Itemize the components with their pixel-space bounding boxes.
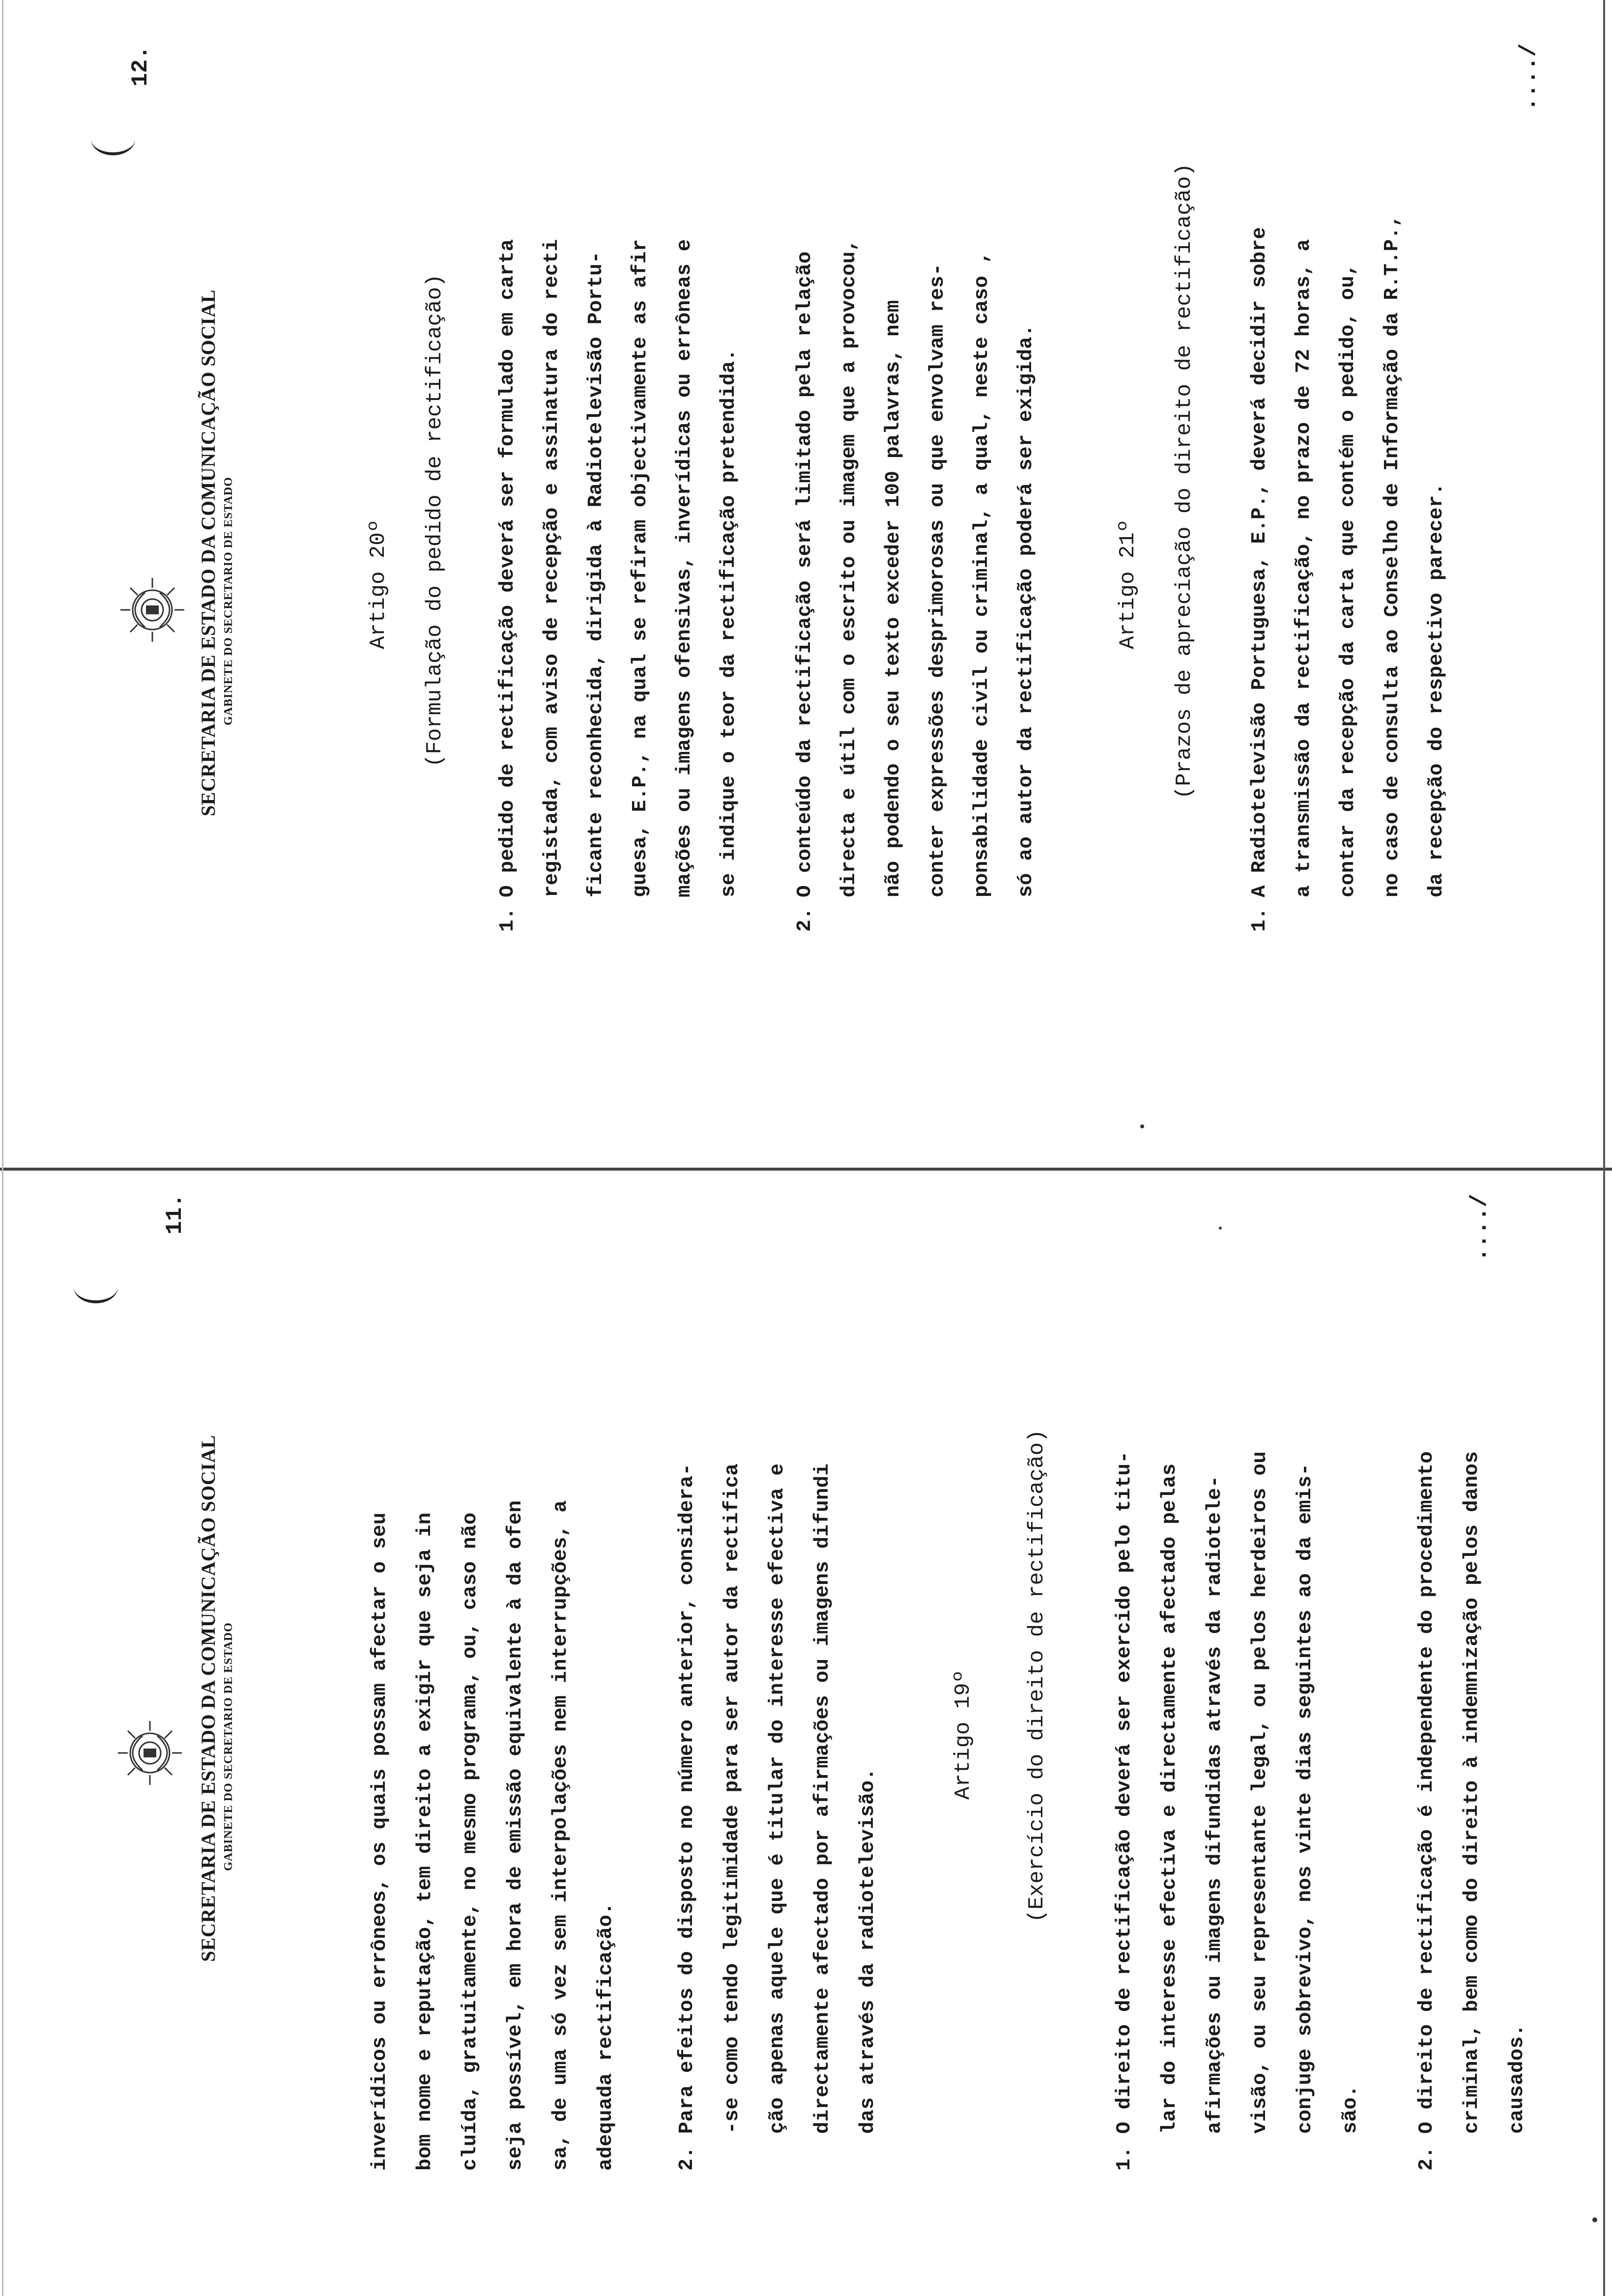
- text-line: -se como tendo legitimidade para ser autor da rectifica: [721, 1463, 744, 2134]
- item-number: 2.: [1415, 2146, 1438, 2171]
- ministry-name: SECRETARIA DE ESTADO DA COMUNICAÇÃO SOCIAL: [197, 289, 219, 816]
- text-line: guesa, E.P., na qual se refiram objectivamente as afir: [629, 239, 652, 897]
- coat-of-arms-icon: [115, 573, 189, 647]
- coat-of-arms-icon: [113, 1716, 187, 1790]
- item-number: 2.: [676, 2146, 698, 2171]
- text-line: não podendo o seu texto exceder 100 palavras, nem: [882, 300, 905, 897]
- text-line: inverídicos ou errôneos, os quais possam afectar o seu: [369, 1512, 391, 2171]
- text-line: da recepção do respectivo parecer.: [1425, 483, 1448, 897]
- text-line: A Radiotelevisão Portuguesa, E.P., deverá decidir sobre: [1248, 227, 1271, 897]
- text-line: sa, de uma só vez sem interpolações nem interrupções, a: [549, 1500, 572, 2171]
- item-number: 2.: [794, 907, 816, 932]
- ministry-name: SECRETARIA DE ESTADO DA COMUNICAÇÃO SOCIAL: [197, 1435, 219, 1962]
- text-line: afirmações ou imagens difundidas através da radiotele-: [1204, 1475, 1226, 2134]
- text-line: causados.: [1506, 2024, 1528, 2134]
- item-number: 1.: [496, 907, 519, 932]
- item-number: 1.: [1113, 2146, 1136, 2171]
- text-line: adequada rectificação.: [595, 1902, 617, 2171]
- text-line: se indique o teor da rectificação pretendida.: [718, 348, 740, 897]
- text-line: directamente afectado por afirmações ou imagens difundi: [811, 1463, 834, 2134]
- text-line: visão, ou seu representante legal, ou pelos herdeiros ou: [1249, 1451, 1271, 2134]
- text-line: cluída, gratuitamente, no mesmo programa, ou, caso não: [459, 1512, 482, 2171]
- text-line: O direito de rectificação deverá ser exercido pelo titu-: [1113, 1451, 1136, 2134]
- article-subtitle: (Exercício do direito de rectificação): [1025, 1429, 1049, 1923]
- text-line: mações ou imagens ofensivas, inverídicas ou errôneas e: [673, 239, 696, 897]
- punch-hole-mark: [91, 123, 135, 155]
- text-line: contar da recepção da carta que contém o pedido, ou,: [1337, 263, 1359, 897]
- text-line: conter expressões desprimorosas ou que envolvam res-: [926, 263, 949, 897]
- text-line: O pedido de rectificação deverá ser formulado em carta: [496, 239, 519, 897]
- text-line: conjuge sobrevivo, nos vinte dias seguintes ao da emis-: [1294, 1463, 1317, 2134]
- text-line: só ao autor da rectificação poderá ser exigida.: [1015, 324, 1037, 897]
- cabinet-name: GABINETE DO SECRETARIO DE ESTADO: [222, 1622, 235, 1871]
- text-line: ficante reconhecida, dirigida à Radiotelevisão Portu-: [585, 251, 607, 897]
- item-number: 1.: [1248, 907, 1271, 932]
- text-line: directa e útil com o escrito ou imagem que a provocou,: [838, 239, 861, 897]
- punch-hole-mark: [74, 1271, 118, 1303]
- text-line: ção apenas aquele que é titular do interesse efectiva e: [766, 1463, 789, 2134]
- scan-speck: [1219, 1227, 1222, 1230]
- text-line: lar do interesse efectiva e directamente afectado pelas: [1158, 1463, 1181, 2134]
- article-title: Artigo 20º: [366, 519, 391, 649]
- scan-speck: [1592, 2217, 1597, 2222]
- text-line: a transmissão da rectificação, no prazo de 72 horas, a: [1293, 239, 1315, 897]
- page-11: [0, 1148, 1612, 2296]
- page-number: 11.: [162, 1194, 188, 1234]
- article-title: Artigo 21º: [1116, 519, 1140, 649]
- article-subtitle: (Prazos de apreciação do direito de rectificação): [1172, 163, 1197, 799]
- page-number: 12.: [128, 46, 153, 86]
- text-line: Para efeitos do disposto no número anterior, considera-: [676, 1463, 698, 2134]
- article-subtitle: (Formulação do pedido de rectificação): [423, 274, 447, 767]
- text-line: no caso de consulta ao Conselho de Informação da R.T.P.,: [1381, 214, 1404, 897]
- text-line: O direito de rectificação é independente do procedimento: [1415, 1451, 1438, 2134]
- text-line: bom nome e reputação, tem direito a exigir que seja in: [414, 1512, 436, 2171]
- text-line: criminal, bem como do direito à indemnização pelos danos: [1461, 1451, 1483, 2134]
- continuation-mark: ..../: [1516, 43, 1542, 111]
- text-line: ponsabilidade civil ou criminal, a qual, neste caso ,: [971, 251, 993, 897]
- cabinet-name: GABINETE DO SECRETARIO DE ESTADO: [222, 477, 235, 725]
- continuation-mark: ..../: [1467, 1193, 1493, 1262]
- text-line: das através da radiotelevisão.: [857, 1768, 879, 2134]
- text-line: registada, com aviso de recepção e assinatura do recti: [541, 239, 563, 897]
- text-line: seja possível, em hora de emissão equivalente à da ofen: [504, 1500, 527, 2171]
- text-line: O conteúdo da rectificação será limitado pela relação: [794, 251, 816, 897]
- article-title: Artigo 19º: [951, 1669, 976, 1800]
- text-line: são.: [1339, 2085, 1362, 2134]
- scan-speck: [1140, 1124, 1144, 1128]
